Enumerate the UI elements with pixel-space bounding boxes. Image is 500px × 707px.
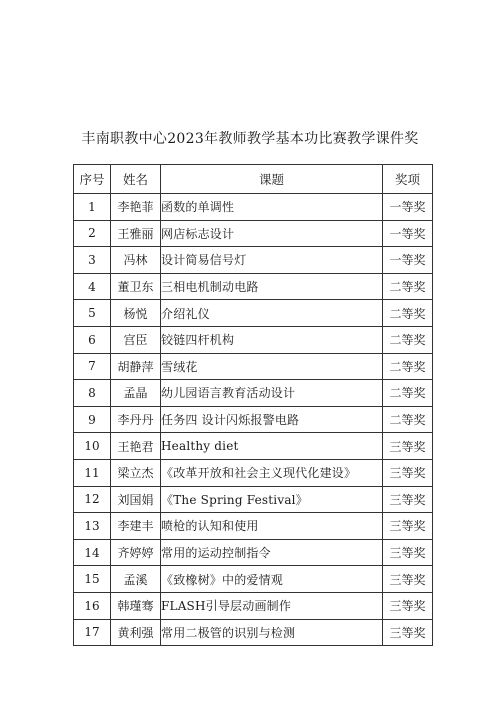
course-topic: 常用二极管的识别与检测 (161, 619, 383, 646)
teacher-name: 宫臣 (111, 326, 161, 353)
award-level: 二等奖 (383, 300, 433, 327)
award-level: 二等奖 (383, 326, 433, 353)
header-name: 姓名 (111, 165, 161, 194)
teacher-name: 孟晶 (111, 380, 161, 407)
teacher-name: 董卫东 (111, 273, 161, 300)
header-no: 序号 (74, 165, 111, 194)
award-level: 一等奖 (383, 220, 433, 247)
award-level: 三等奖 (383, 566, 433, 593)
row-number: 14 (74, 539, 111, 566)
award-level: 二等奖 (383, 406, 433, 433)
course-topic: 《The Spring Festival》 (161, 486, 383, 513)
award-level: 三等奖 (383, 592, 433, 619)
award-level: 三等奖 (383, 486, 433, 513)
teacher-name: 梁立杰 (111, 459, 161, 486)
row-number: 7 (74, 353, 111, 380)
course-topic: 喷枪的认知和使用 (161, 513, 383, 540)
course-topic: 铰链四杆机构 (161, 326, 383, 353)
table-row (74, 566, 433, 593)
award-level: 二等奖 (383, 353, 433, 380)
table-row (74, 194, 433, 221)
row-number: 17 (74, 619, 111, 646)
teacher-name: 李丹丹 (111, 406, 161, 433)
row-number: 10 (74, 433, 111, 460)
teacher-name: 李艳菲 (111, 194, 161, 221)
course-topic: 幼儿园语言教育活动设计 (161, 380, 383, 407)
teacher-name: 刘国娟 (111, 486, 161, 513)
row-number: 1 (74, 194, 111, 221)
row-number: 13 (74, 513, 111, 540)
row-number: 8 (74, 380, 111, 407)
teacher-name: 韩瑾骞 (111, 592, 161, 619)
course-topic: 任务四 设计闪烁报警电路 (161, 406, 383, 433)
award-level: 三等奖 (383, 459, 433, 486)
row-number: 9 (74, 406, 111, 433)
course-topic: 设计简易信号灯 (161, 247, 383, 274)
table-row (74, 273, 433, 300)
row-number: 15 (74, 566, 111, 593)
award-level: 二等奖 (383, 273, 433, 300)
course-topic: 雪绒花 (161, 353, 383, 380)
header-topic: 课题 (161, 165, 383, 194)
awards-table (73, 164, 433, 646)
award-level: 三等奖 (383, 619, 433, 646)
table-row (74, 326, 433, 353)
table-row (74, 592, 433, 619)
page-title: 丰南职教中心2023年教师教学基本功比赛教学课件奖 (81, 131, 419, 147)
table-row (74, 459, 433, 486)
row-number: 11 (74, 459, 111, 486)
row-number: 6 (74, 326, 111, 353)
table-row (74, 353, 433, 380)
award-level: 二等奖 (383, 380, 433, 407)
table-row (74, 619, 433, 646)
course-topic: 《改革开放和社会主义现代化建设》 (161, 459, 383, 486)
row-number: 16 (74, 592, 111, 619)
table-row (74, 433, 433, 460)
table-row (74, 513, 433, 540)
award-level: 一等奖 (383, 194, 433, 221)
award-level: 三等奖 (383, 513, 433, 540)
row-number: 3 (74, 247, 111, 274)
table-body (74, 194, 433, 646)
teacher-name: 黄利强 (111, 619, 161, 646)
course-topic: 《致橡树》中的爱情观 (161, 566, 383, 593)
table-row (74, 220, 433, 247)
row-number: 5 (74, 300, 111, 327)
header-award: 奖项 (383, 165, 433, 194)
teacher-name: 冯林 (111, 247, 161, 274)
teacher-name: 齐婷婷 (111, 539, 161, 566)
teacher-name: 胡静萍 (111, 353, 161, 380)
course-topic: 三相电机制动电路 (161, 273, 383, 300)
table-row (74, 486, 433, 513)
table-row (74, 247, 433, 274)
course-topic: FLASH引导层动画制作 (161, 592, 383, 619)
table-row (74, 300, 433, 327)
course-topic: 常用的运动控制指令 (161, 539, 383, 566)
table-row (74, 406, 433, 433)
teacher-name: 王艳君 (111, 433, 161, 460)
course-topic: Healthy diet (161, 433, 383, 460)
row-number: 12 (74, 486, 111, 513)
award-level: 三等奖 (383, 433, 433, 460)
teacher-name: 王雅丽 (111, 220, 161, 247)
course-topic: 介绍礼仪 (161, 300, 383, 327)
course-topic: 函数的单调性 (161, 194, 383, 221)
row-number: 2 (74, 220, 111, 247)
award-level: 一等奖 (383, 247, 433, 274)
row-number: 4 (74, 273, 111, 300)
table-row (74, 380, 433, 407)
table-row (74, 539, 433, 566)
teacher-name: 杨悦 (111, 300, 161, 327)
table-header-row (74, 165, 433, 194)
teacher-name: 孟溪 (111, 566, 161, 593)
course-topic: 网店标志设计 (161, 220, 383, 247)
award-level: 三等奖 (383, 539, 433, 566)
teacher-name: 李建丰 (111, 513, 161, 540)
